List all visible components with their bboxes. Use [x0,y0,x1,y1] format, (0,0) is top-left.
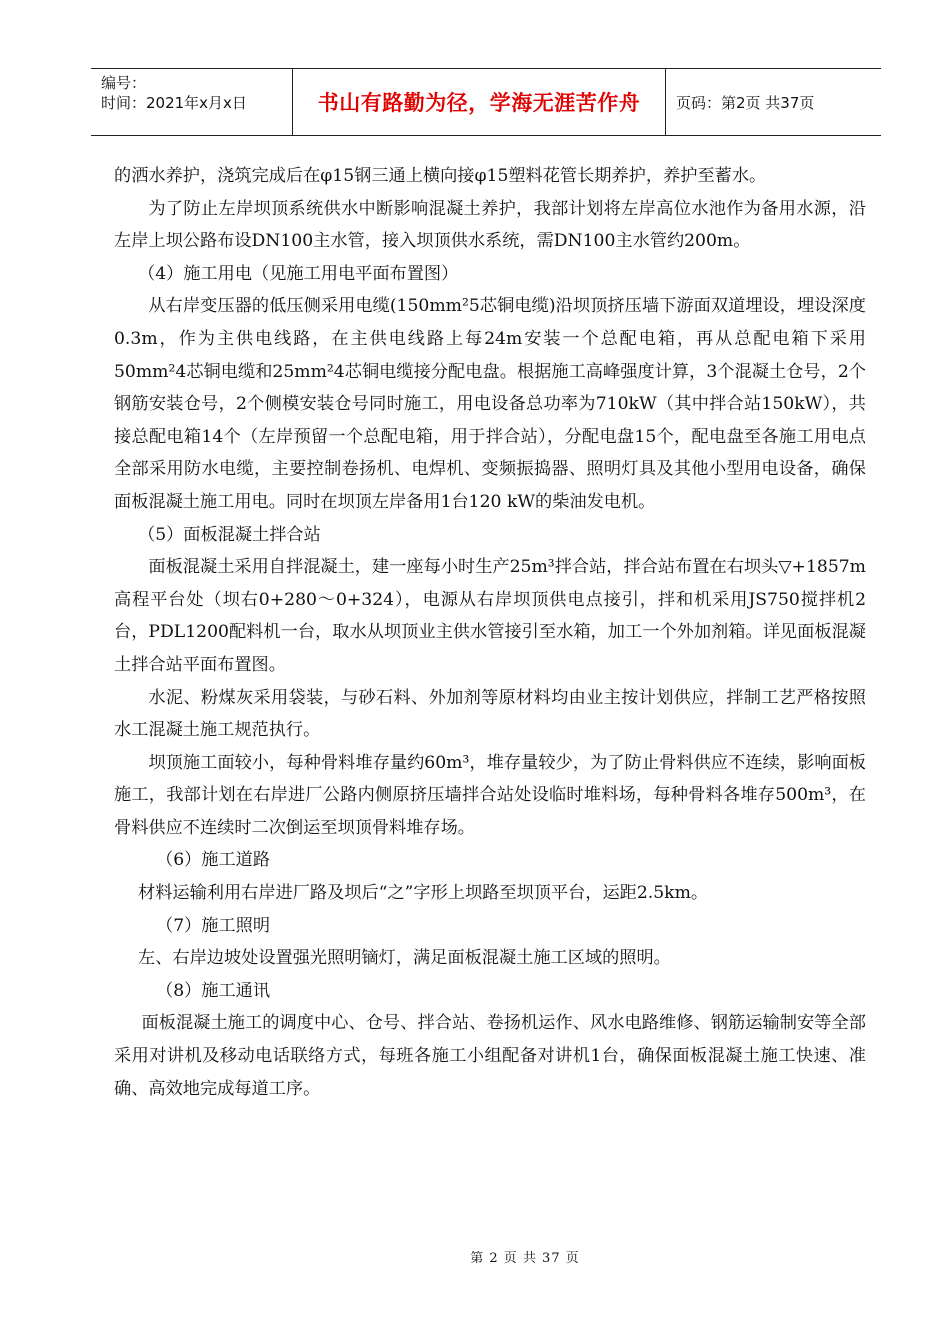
paragraph: 面板混凝土采用自拌混凝土，建一座每小时生产25m³拌合站，拌合站布置在右坝头▽+1857m高程平台处（坝右0+280～0+324），电源从右岸坝顶供电点接引，拌和机采用JS750搅拌机2台，PDL1200配料机一台，取水从坝顶业主供水管接引至水箱，加工一个外加剂箱。详见面板混凝土拌合站平面布置图。 [114,557,866,675]
section-heading: （6）施工道路 [156,850,271,871]
page-header [91,68,881,136]
motto: 书山有路勤为径，学海无涯苦作舟 [293,69,666,135]
section-heading: （7）施工照明 [156,915,271,936]
section-heading: （5）面板混凝土拌合站 [138,524,321,545]
paragraph: 左、右岸边坡处设置强光照明镝灯，满足面板混凝土施工区域的照明。 [138,948,671,969]
number-label: 编号： [101,74,147,92]
section-heading: （8）施工通讯 [156,980,271,1001]
paragraph: 的洒水养护，浇筑完成后在φ15钢三通上横向接φ15塑料花管长期养护，养护至蓄水。 [114,166,767,186]
paragraph: 从右岸变压器的低压侧采用电缆(150mm²5芯铜电缆)沿坝顶挤压墙下游面双道埋设，埋设深度0.3m，作为主供电线路，在主供电线路上每24m安装一个总配电箱，再从总配电箱下采用50mm²4芯铜电缆和25mm²4芯铜电缆接分配电盘。根据施工高峰强度计算，3个混凝土仓号，2个钢筋安装仓号，2个侧模安装仓号同时施工，用电设备总功率为710kW（其中拌合站150kW），共接总配电箱14个（左岸预留一个总配电箱，用于拌合站），分配电盘15个，配电盘至各施工用电点全部采用防水电缆，主要控制卷扬机、电焊机、变频振捣器、照明灯具及其他小型用电设备，确保面板混凝土施工用电。同时在坝顶左岸备用1台120 kW的柴油发电机。 [114,296,866,512]
document-body [114,160,866,1105]
time-label: 时间：2021年x月x日 [101,94,247,112]
header-left-cell [91,69,293,135]
paragraph: 材料运输利用右岸进厂路及坝后“之”字形上坝路至坝顶平台，运距2.5km。 [138,883,709,904]
page-label: 页码：第2页 共37页 [676,93,815,112]
paragraph: 水泥、粉煤灰采用袋装，与砂石料、外加剂等原材料均由业主按计划供应，拌制工艺严格按照水工混凝土施工规范执行。 [114,687,866,741]
section-heading: （4）施工用电（见施工用电平面布置图） [138,263,459,284]
paragraph: 坝顶施工面较小，每种骨料堆存量约60m³，堆存量较少，为了防止骨料供应不连续，影响面板施工，我部计划在右岸进厂公路内侧原挤压墙拌合站处设临时堆料场，每种骨料各堆存500m³，在骨料供应不连续时二次倒运至坝顶骨料堆存场。 [114,752,866,838]
page-footer: 第 2 页 共 37 页 [470,1251,580,1266]
paragraph: 为了防止左岸坝顶系统供水中断影响混凝土养护，我部计划将左岸高位水池作为备用水源，沿左岸上坝公路布设DN100主水管，接入坝顶供水系统，需DN100主水管约200m。 [114,198,866,252]
paragraph: 面板混凝土施工的调度中心、仓号、拌合站、卷扬机运作、风水电路维修、钢筋运输制安等全部采用对讲机及移动电话联络方式，每班各施工小组配备对讲机1台，确保面板混凝土施工快速、准确、高效地完成每道工序。 [114,1013,866,1099]
